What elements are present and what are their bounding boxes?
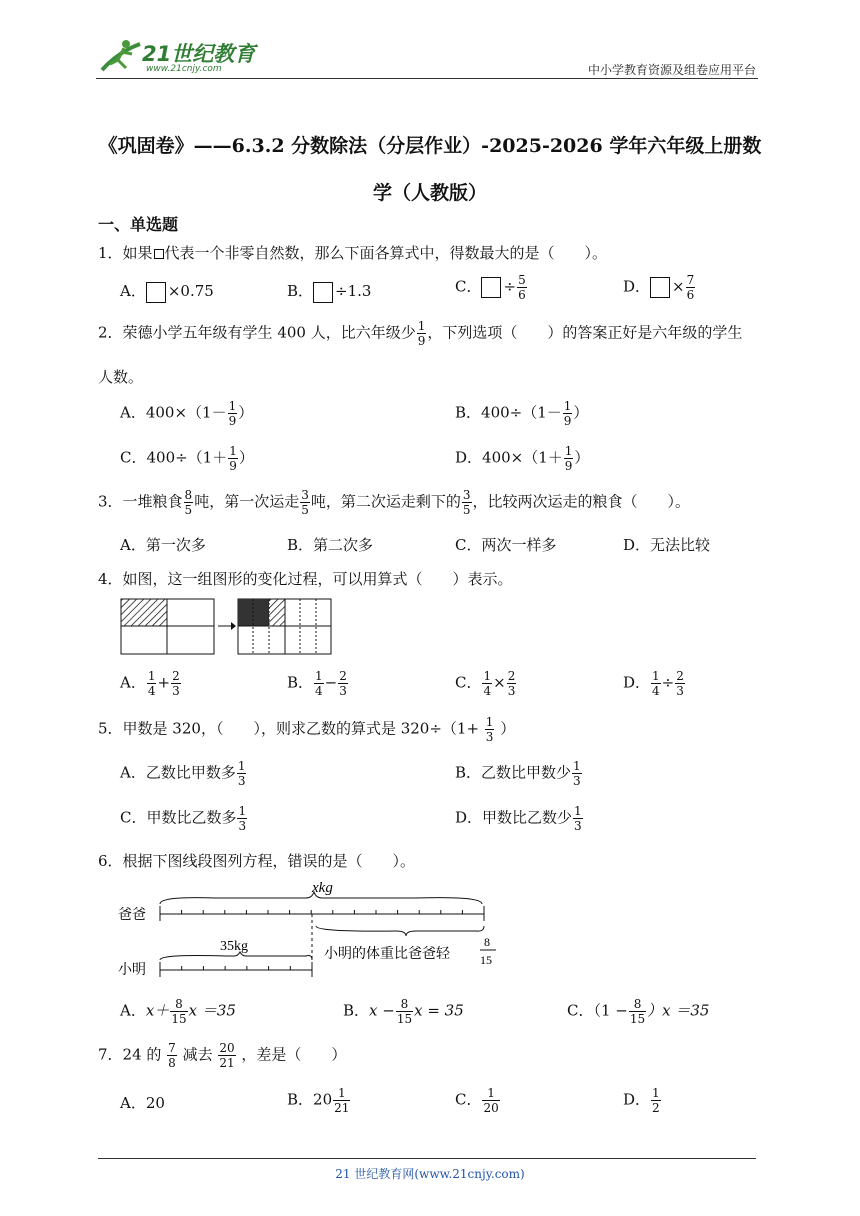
- ming-label: 小明: [118, 962, 146, 978]
- title-line-1: 《巩固卷》——6.3.2 分数除法（分层作业）-2025-2026 学年六年级上册数: [98, 135, 762, 157]
- note-label: 小明的体重比爸爸轻: [324, 946, 450, 962]
- blank-square-icon: [146, 282, 166, 303]
- q6-option-b[interactable]: B．x − $\frac{8}{15}$ x = 35: [343, 997, 464, 1026]
- q5-option-a[interactable]: A．乙数比甲数多 $\frac{1}{3}$: [120, 759, 246, 788]
- q1-option-d[interactable]: D． × $\frac{7}{6}$: [623, 273, 695, 302]
- platform-name: 中小学教育资源及组卷应用平台: [587, 63, 756, 77]
- xkg-label: xkg: [312, 880, 333, 896]
- q4-option-d[interactable]: D． $\frac{1}{4}$ ÷ $\frac{2}{3}$: [623, 669, 684, 698]
- q5-option-d[interactable]: D．甲数比乙数少 $\frac{1}{3}$: [455, 804, 582, 833]
- header-rule: [96, 78, 758, 79]
- question-6: 6．根据下图线段图列方程，错误的是（ ）。: [98, 852, 416, 870]
- question-1: 1．如果 代表一个非零自然数，那么下面各算式中，得数最大的是（ ）。: [98, 244, 608, 262]
- question-7: 7．24 的 $\frac{7}{8}$ 减去 $\frac{20}{21}$ ，差是（ ）: [98, 1041, 347, 1070]
- q3-option-c[interactable]: C．两次一样多: [455, 536, 557, 554]
- kg35-label: 35kg: [220, 939, 248, 954]
- note-fraction-den: 15: [480, 953, 492, 967]
- q3-option-a[interactable]: A．第一次多: [120, 536, 206, 554]
- question-2: 2．荣德小学五年级有学生 400 人，比六年级少 $\frac{1}{9}$ ，下列选项（ ）的答案正好是六年级的学生: [98, 319, 743, 348]
- q2-option-a[interactable]: A．400×（1－ $\frac{1}{9}$ ）: [120, 399, 254, 428]
- q6-option-a[interactable]: A．x＋ $\frac{8}{15}$ x ＝35: [120, 997, 236, 1026]
- fraction-area-figure: [118, 596, 334, 658]
- question-4: 4．如图，这一组图形的变化过程，可以用算式（ ）表示。: [98, 570, 513, 588]
- q1-option-c[interactable]: C． ÷ $\frac{5}{6}$: [455, 273, 526, 302]
- q4-option-a[interactable]: A． $\frac{1}{4}$ + $\frac{2}{3}$: [120, 669, 180, 698]
- q2-option-d[interactable]: D．400×（1＋ $\frac{1}{9}$ ）: [455, 444, 590, 473]
- q6-option-c[interactable]: C．（1 − $\frac{8}{15}$ ）x ＝35: [567, 997, 710, 1026]
- title-line-2: 学（人教版）: [372, 182, 487, 204]
- q2-option-b[interactable]: B．400÷（1－ $\frac{1}{9}$ ）: [455, 399, 589, 428]
- question-5: 5．甲数是 320，（ ），则求乙数的算式是 320÷（1+ $\frac{1}{3}$ ）: [98, 715, 516, 744]
- section-heading: 一、单选题: [98, 215, 179, 234]
- blank-square-icon: [154, 249, 164, 259]
- note-fraction-num: 8: [484, 935, 490, 949]
- logo: [96, 34, 266, 80]
- q7-option-d[interactable]: D． $\frac{1}{2}$: [623, 1086, 660, 1115]
- blank-square-icon: [313, 282, 333, 303]
- q1-option-a[interactable]: A． ×0.75: [120, 280, 214, 303]
- blank-square-icon: [650, 277, 670, 298]
- q5-option-c[interactable]: C．甲数比乙数多 $\frac{1}{3}$: [120, 804, 247, 833]
- runner-logo-icon: [96, 34, 144, 76]
- q3-option-d[interactable]: D．无法比较: [623, 536, 711, 554]
- q5-option-b[interactable]: B．乙数比甲数少 $\frac{1}{3}$: [455, 759, 581, 788]
- logo-text: 21世纪教育: [142, 42, 256, 66]
- question-2-cont: 人数。: [98, 368, 144, 386]
- q4-option-b[interactable]: B． $\frac{1}{4}$ − $\frac{2}{3}$: [287, 669, 347, 698]
- q7-option-c[interactable]: C． $\frac{1}{20}$: [455, 1086, 499, 1115]
- q7-option-a[interactable]: A．20: [120, 1094, 165, 1112]
- q1-option-b[interactable]: B． ÷1.3: [287, 280, 371, 303]
- page-title: [0, 131, 860, 205]
- footer-rule: [98, 1158, 756, 1159]
- q7-option-b[interactable]: B．20 $\frac{1}{21}$: [287, 1086, 350, 1115]
- q2-option-c[interactable]: C．400÷（1＋ $\frac{1}{9}$ ）: [120, 444, 254, 473]
- footer-link[interactable]: 21 世纪教育网(www.21cnjy.com): [335, 1167, 525, 1181]
- question-3: 3．一堆粮食 $\frac{8}{5}$ 吨，第一次运走 $\frac{3}{5}$ 吨，第二次运走剩下的 $\frac{3}{5}$ ，比较两次运走的粮食（ ）。: [98, 488, 691, 517]
- blank-square-icon: [481, 277, 501, 298]
- q4-option-c[interactable]: C． $\frac{1}{4}$ × $\frac{2}{3}$: [455, 669, 516, 698]
- logo-url: www.21cnjy.com: [146, 64, 222, 74]
- line-segment-diagram: [116, 874, 506, 982]
- q3-option-b[interactable]: B．第二次多: [287, 536, 374, 554]
- dad-label: 爸爸: [118, 907, 146, 923]
